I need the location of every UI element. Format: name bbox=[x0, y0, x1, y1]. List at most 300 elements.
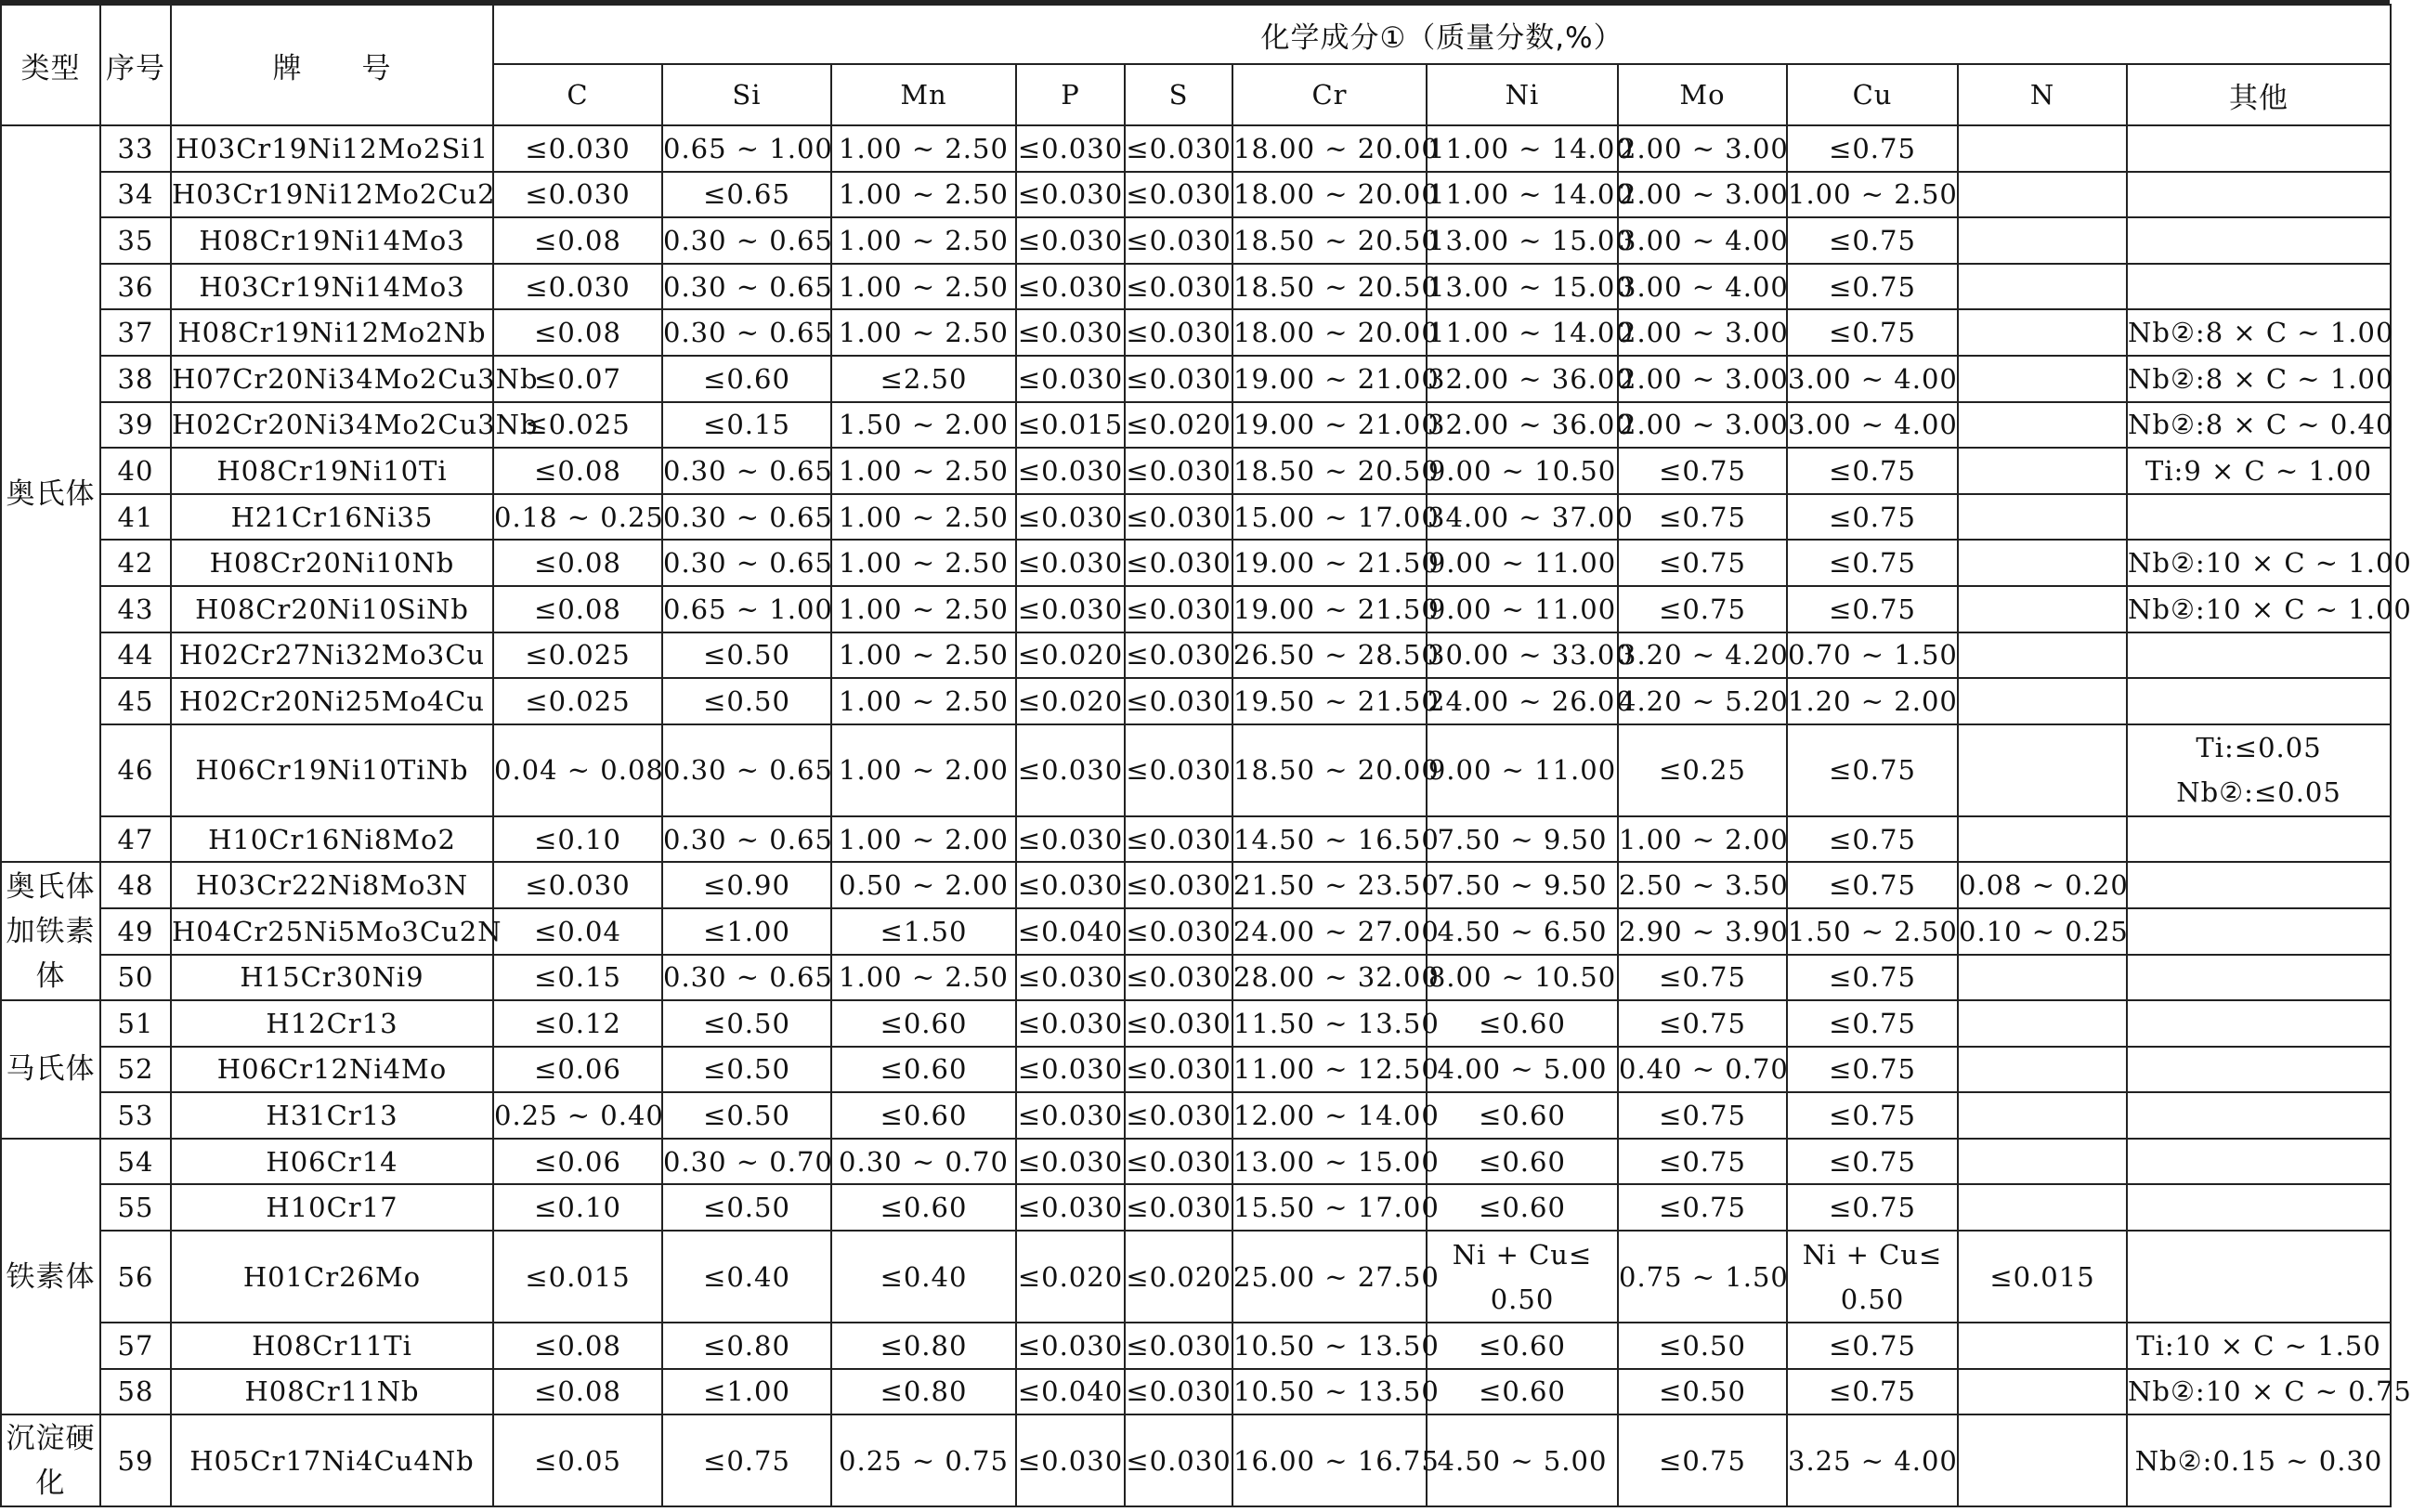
value-cell: 1.00 ~ 2.00 bbox=[831, 724, 1016, 816]
value-cell: 14.50 ~ 16.50 bbox=[1232, 816, 1427, 863]
value-cell bbox=[1958, 1414, 2127, 1506]
value-cell: 1.00 ~ 2.50 bbox=[831, 494, 1016, 541]
value-cell: 1.00 ~ 2.00 bbox=[1618, 816, 1787, 863]
value-cell: ≤0.80 bbox=[831, 1369, 1016, 1415]
value-cell: ≤0.030 bbox=[1016, 494, 1125, 541]
value-cell: 21.50 ~ 23.50 bbox=[1232, 862, 1427, 908]
value-cell: ≤0.75 bbox=[1787, 586, 1958, 632]
value-cell: 18.50 ~ 20.50 bbox=[1232, 448, 1427, 494]
value-cell: ≤0.08 bbox=[493, 309, 662, 356]
value-cell: ≤0.60 bbox=[1427, 1000, 1618, 1047]
grade-cell: H08Cr19Ni14Mo3 bbox=[171, 217, 493, 264]
grade-cell: H07Cr20Ni34Mo2Cu3Nb bbox=[171, 356, 493, 402]
value-cell bbox=[1958, 586, 2127, 632]
value-cell: ≤1.50 bbox=[831, 908, 1016, 955]
value-cell: ≤0.08 bbox=[493, 1369, 662, 1415]
table-row bbox=[1, 908, 2391, 955]
header-element: P bbox=[1016, 64, 1125, 125]
value-cell: 7.50 ~ 9.50 bbox=[1427, 862, 1618, 908]
grade-cell: H08Cr11Nb bbox=[171, 1369, 493, 1415]
value-cell: 0.08 ~ 0.20 bbox=[1958, 862, 2127, 908]
table-row bbox=[1, 1047, 2391, 1093]
value-cell: ≤0.015 bbox=[1958, 1231, 2127, 1323]
value-cell: 0.30 ~ 0.70 bbox=[662, 1139, 831, 1185]
seq-cell: 51 bbox=[100, 1000, 171, 1047]
value-cell bbox=[1958, 1047, 2127, 1093]
value-cell: ≤0.030 bbox=[1016, 586, 1125, 632]
value-cell: ≤0.030 bbox=[1125, 125, 1232, 172]
value-cell: ≤0.75 bbox=[1618, 1000, 1787, 1047]
value-cell: ≤0.60 bbox=[831, 1184, 1016, 1231]
value-cell bbox=[2127, 862, 2391, 908]
value-cell: 3.00 ~ 4.00 bbox=[1618, 264, 1787, 310]
value-cell: ≤0.50 bbox=[662, 632, 831, 679]
value-cell: 0.30 ~ 0.65 bbox=[662, 816, 831, 863]
value-cell: 3.20 ~ 4.20 bbox=[1618, 632, 1787, 679]
value-cell bbox=[1958, 955, 2127, 1001]
value-cell: ≤0.030 bbox=[1016, 1323, 1125, 1369]
value-cell: ≤0.030 bbox=[1016, 1414, 1125, 1506]
value-cell bbox=[2127, 1231, 2391, 1323]
value-cell: ≤1.00 bbox=[662, 908, 831, 955]
seq-cell: 45 bbox=[100, 678, 171, 724]
grade-cell: H08Cr11Ti bbox=[171, 1323, 493, 1369]
grade-cell: H06Cr19Ni10TiNb bbox=[171, 724, 493, 816]
value-cell: 2.00 ~ 3.00 bbox=[1618, 309, 1787, 356]
value-cell: Ti:10 × C ~ 1.50 bbox=[2127, 1323, 2391, 1369]
value-cell: 4.00 ~ 5.00 bbox=[1427, 1047, 1618, 1093]
grade-cell: H02Cr27Ni32Mo3Cu bbox=[171, 632, 493, 679]
value-cell: 19.50 ~ 21.50 bbox=[1232, 678, 1427, 724]
value-cell: ≤0.030 bbox=[1016, 1092, 1125, 1139]
header-grade: 牌 号 bbox=[171, 5, 493, 125]
value-cell: ≤0.60 bbox=[1427, 1139, 1618, 1185]
value-cell: ≤0.030 bbox=[1125, 217, 1232, 264]
value-cell: ≤0.030 bbox=[493, 172, 662, 218]
value-cell: 2.90 ~ 3.90 bbox=[1618, 908, 1787, 955]
value-cell: ≤0.75 bbox=[1787, 1139, 1958, 1185]
grade-cell: H03Cr19Ni12Mo2Cu2 bbox=[171, 172, 493, 218]
value-cell bbox=[1958, 172, 2127, 218]
value-cell: ≤0.030 bbox=[1016, 724, 1125, 816]
value-cell: 2.00 ~ 3.00 bbox=[1618, 172, 1787, 218]
value-cell: ≤0.75 bbox=[1618, 1184, 1787, 1231]
value-line: Ni + Cu≤ bbox=[1802, 1238, 1943, 1271]
value-cell: 9.00 ~ 11.00 bbox=[1427, 586, 1618, 632]
value-cell bbox=[1958, 1369, 2127, 1415]
seq-cell: 52 bbox=[100, 1047, 171, 1093]
value-cell: ≤0.60 bbox=[1427, 1369, 1618, 1415]
value-cell: ≤0.08 bbox=[493, 1323, 662, 1369]
table-row bbox=[1, 540, 2391, 586]
value-cell bbox=[2127, 908, 2391, 955]
grade-cell: H03Cr19Ni12Mo2Si1 bbox=[171, 125, 493, 172]
value-cell: ≤0.75 bbox=[1787, 217, 1958, 264]
value-cell bbox=[2127, 172, 2391, 218]
value-cell: 4.50 ~ 6.50 bbox=[1427, 908, 1618, 955]
value-cell: ≤0.10 bbox=[493, 1184, 662, 1231]
value-cell: 34.00 ~ 37.00 bbox=[1427, 494, 1618, 541]
grade-cell: H04Cr25Ni5Mo3Cu2N bbox=[171, 908, 493, 955]
value-cell: 3.00 ~ 4.00 bbox=[1787, 356, 1958, 402]
table-row bbox=[1, 448, 2391, 494]
seq-cell: 36 bbox=[100, 264, 171, 310]
value-cell: ≤0.030 bbox=[1016, 1000, 1125, 1047]
seq-cell: 56 bbox=[100, 1231, 171, 1323]
header-element: N bbox=[1958, 64, 2127, 125]
value-cell: ≤0.75 bbox=[1618, 1092, 1787, 1139]
category-cell: 奥氏体 bbox=[1, 125, 100, 862]
value-cell: Nb②:8 × C ~ 1.00 bbox=[2127, 356, 2391, 402]
value-cell: ≤0.030 bbox=[493, 862, 662, 908]
value-cell: 13.00 ~ 15.00 bbox=[1427, 217, 1618, 264]
value-cell: 1.00 ~ 2.50 bbox=[831, 678, 1016, 724]
grade-cell: H02Cr20Ni34Mo2Cu3Nb bbox=[171, 402, 493, 449]
value-cell bbox=[2127, 1139, 2391, 1185]
value-cell: ≤0.75 bbox=[1618, 955, 1787, 1001]
value-cell: 28.00 ~ 32.00 bbox=[1232, 955, 1427, 1001]
table-row bbox=[1, 1231, 2391, 1323]
value-cell: 15.00 ~ 17.00 bbox=[1232, 494, 1427, 541]
value-cell: ≤0.030 bbox=[1016, 125, 1125, 172]
table-row bbox=[1, 494, 2391, 541]
value-cell: 0.30 ~ 0.65 bbox=[662, 540, 831, 586]
value-cell: ≤0.75 bbox=[1787, 448, 1958, 494]
value-cell: ≤0.015 bbox=[1016, 402, 1125, 449]
value-cell bbox=[2127, 264, 2391, 310]
value-cell: 0.75 ~ 1.50 bbox=[1618, 1231, 1787, 1323]
table-row bbox=[1, 1369, 2391, 1415]
category-cell: 铁素体 bbox=[1, 1139, 100, 1414]
value-cell bbox=[2127, 1000, 2391, 1047]
table-row bbox=[1, 955, 2391, 1001]
seq-cell: 42 bbox=[100, 540, 171, 586]
value-cell: 1.00 ~ 2.00 bbox=[831, 816, 1016, 863]
value-cell: 24.00 ~ 27.00 bbox=[1232, 908, 1427, 955]
value-cell: 0.30 ~ 0.65 bbox=[662, 309, 831, 356]
value-cell bbox=[1958, 264, 2127, 310]
value-cell bbox=[1958, 494, 2127, 541]
value-cell: 24.00 ~ 26.00 bbox=[1427, 678, 1618, 724]
value-cell: ≤0.030 bbox=[1125, 1092, 1232, 1139]
value-cell: 0.30 ~ 0.70 bbox=[831, 1139, 1016, 1185]
value-cell: ≤0.030 bbox=[1125, 1414, 1232, 1506]
value-cell: ≤0.040 bbox=[1016, 1369, 1125, 1415]
value-line: 0.50 bbox=[1840, 1283, 1905, 1315]
table-row bbox=[1, 862, 2391, 908]
value-cell: ≤0.06 bbox=[493, 1139, 662, 1185]
value-cell: ≤0.030 bbox=[1125, 724, 1232, 816]
value-cell: 19.00 ~ 21.50 bbox=[1232, 540, 1427, 586]
grade-cell: H12Cr13 bbox=[171, 1000, 493, 1047]
grade-cell: H05Cr17Ni4Cu4Nb bbox=[171, 1414, 493, 1506]
value-cell: ≤0.030 bbox=[1125, 1184, 1232, 1231]
value-cell: ≤0.75 bbox=[662, 1414, 831, 1506]
grade-cell: H21Cr16Ni35 bbox=[171, 494, 493, 541]
value-cell: ≤0.05 bbox=[493, 1414, 662, 1506]
value-cell bbox=[2127, 678, 2391, 724]
value-cell: ≤0.06 bbox=[493, 1047, 662, 1093]
value-cell bbox=[1958, 1000, 2127, 1047]
value-cell: ≤0.60 bbox=[1427, 1184, 1618, 1231]
value-cell: ≤1.00 bbox=[662, 1369, 831, 1415]
value-cell bbox=[1958, 678, 2127, 724]
value-cell: 26.50 ~ 28.50 bbox=[1232, 632, 1427, 679]
value-cell: ≤0.80 bbox=[662, 1323, 831, 1369]
value-cell: 15.50 ~ 17.00 bbox=[1232, 1184, 1427, 1231]
value-cell: ≤0.030 bbox=[1125, 1323, 1232, 1369]
grade-cell: H15Cr30Ni9 bbox=[171, 955, 493, 1001]
value-cell: 18.50 ~ 20.50 bbox=[1232, 264, 1427, 310]
value-cell: 18.00 ~ 20.00 bbox=[1232, 309, 1427, 356]
seq-cell: 33 bbox=[100, 125, 171, 172]
value-cell: 0.10 ~ 0.25 bbox=[1958, 908, 2127, 955]
value-cell: 1.00 ~ 2.50 bbox=[831, 217, 1016, 264]
value-cell: ≤0.030 bbox=[1125, 1139, 1232, 1185]
seq-cell: 35 bbox=[100, 217, 171, 264]
value-cell: ≤0.75 bbox=[1618, 540, 1787, 586]
value-cell bbox=[1958, 540, 2127, 586]
grade-cell: H31Cr13 bbox=[171, 1092, 493, 1139]
value-cell: ≤0.75 bbox=[1618, 494, 1787, 541]
header-element: Mn bbox=[831, 64, 1016, 125]
value-cell bbox=[2127, 955, 2391, 1001]
value-cell bbox=[1958, 217, 2127, 264]
header-element: 其他 bbox=[2127, 64, 2391, 125]
seq-cell: 57 bbox=[100, 1323, 171, 1369]
value-cell: ≤0.030 bbox=[1016, 309, 1125, 356]
value-cell: ≤0.030 bbox=[1016, 356, 1125, 402]
value-cell: 1.00 ~ 2.50 bbox=[831, 172, 1016, 218]
value-cell: ≤0.50 bbox=[662, 1047, 831, 1093]
value-cell: 3.00 ~ 4.00 bbox=[1618, 217, 1787, 264]
value-cell: ≤0.25 bbox=[1618, 724, 1787, 816]
value-cell bbox=[1958, 724, 2127, 816]
table-row bbox=[1, 356, 2391, 402]
header-element: Cu bbox=[1787, 64, 1958, 125]
table-row bbox=[1, 1139, 2391, 1185]
value-cell: ≤0.50 bbox=[662, 1092, 831, 1139]
value-cell: ≤0.030 bbox=[1125, 816, 1232, 863]
value-cell: ≤0.07 bbox=[493, 356, 662, 402]
value-cell bbox=[1958, 1323, 2127, 1369]
value-cell: ≤0.025 bbox=[493, 632, 662, 679]
value-cell: ≤0.60 bbox=[1427, 1092, 1618, 1139]
value-cell: 11.00 ~ 14.00 bbox=[1427, 125, 1618, 172]
value-cell: ≤0.030 bbox=[1016, 1184, 1125, 1231]
value-cell: 13.00 ~ 15.00 bbox=[1427, 264, 1618, 310]
value-cell: ≤0.030 bbox=[1016, 955, 1125, 1001]
value-cell: ≤0.60 bbox=[662, 356, 831, 402]
value-cell: 0.50 ~ 2.00 bbox=[831, 862, 1016, 908]
grade-cell: H08Cr19Ni10Ti bbox=[171, 448, 493, 494]
value-cell-multiline bbox=[1427, 1231, 1618, 1323]
value-cell bbox=[1958, 356, 2127, 402]
value-cell: 1.00 ~ 2.50 bbox=[831, 540, 1016, 586]
value-cell: 9.00 ~ 11.00 bbox=[1427, 540, 1618, 586]
value-cell: ≤0.040 bbox=[1016, 908, 1125, 955]
value-cell: ≤0.65 bbox=[662, 172, 831, 218]
seq-cell: 48 bbox=[100, 862, 171, 908]
grade-cell: H08Cr20Ni10Nb bbox=[171, 540, 493, 586]
value-cell: ≤0.75 bbox=[1787, 1047, 1958, 1093]
value-cell: 1.00 ~ 2.50 bbox=[831, 264, 1016, 310]
value-cell: ≤0.030 bbox=[1016, 1047, 1125, 1093]
header-element: Cr bbox=[1232, 64, 1427, 125]
table-row bbox=[1, 1323, 2391, 1369]
value-cell: ≤0.030 bbox=[1125, 908, 1232, 955]
header-element: Si bbox=[662, 64, 831, 125]
value-cell: 1.00 ~ 2.50 bbox=[831, 309, 1016, 356]
value-cell: 1.20 ~ 2.00 bbox=[1787, 678, 1958, 724]
value-cell bbox=[2127, 816, 2391, 863]
value-cell: ≤0.15 bbox=[493, 955, 662, 1001]
grade-cell: H03Cr19Ni14Mo3 bbox=[171, 264, 493, 310]
value-cell-multiline bbox=[2127, 724, 2391, 816]
value-cell: ≤0.50 bbox=[1618, 1323, 1787, 1369]
value-cell: 0.25 ~ 0.75 bbox=[831, 1414, 1016, 1506]
seq-cell: 40 bbox=[100, 448, 171, 494]
value-cell: ≤0.75 bbox=[1787, 540, 1958, 586]
seq-cell: 39 bbox=[100, 402, 171, 449]
value-cell: 9.00 ~ 11.00 bbox=[1427, 724, 1618, 816]
value-cell: Nb②:0.15 ~ 0.30 bbox=[2127, 1414, 2391, 1506]
value-cell: 18.50 ~ 20.00 bbox=[1232, 724, 1427, 816]
value-cell: 19.00 ~ 21.00 bbox=[1232, 402, 1427, 449]
value-cell: ≤0.75 bbox=[1787, 816, 1958, 863]
value-cell: 19.00 ~ 21.00 bbox=[1232, 356, 1427, 402]
value-cell: 8.00 ~ 10.50 bbox=[1427, 955, 1618, 1001]
value-cell bbox=[2127, 125, 2391, 172]
value-cell: 1.00 ~ 2.50 bbox=[831, 586, 1016, 632]
value-cell: ≤0.030 bbox=[1125, 356, 1232, 402]
value-cell: ≤0.75 bbox=[1787, 955, 1958, 1001]
value-cell: ≤0.60 bbox=[831, 1092, 1016, 1139]
table-row bbox=[1, 402, 2391, 449]
value-cell: ≤0.90 bbox=[662, 862, 831, 908]
value-cell: ≤0.030 bbox=[1125, 172, 1232, 218]
value-cell: ≤0.50 bbox=[662, 678, 831, 724]
value-cell: ≤0.030 bbox=[1016, 816, 1125, 863]
value-cell: ≤0.75 bbox=[1787, 264, 1958, 310]
value-cell: ≤0.030 bbox=[493, 264, 662, 310]
seq-cell: 50 bbox=[100, 955, 171, 1001]
value-cell: ≤0.10 bbox=[493, 816, 662, 863]
value-cell: 3.00 ~ 4.00 bbox=[1787, 402, 1958, 449]
value-cell: ≤0.75 bbox=[1787, 1369, 1958, 1415]
value-cell: ≤0.030 bbox=[1125, 678, 1232, 724]
value-cell: 13.00 ~ 15.00 bbox=[1232, 1139, 1427, 1185]
table-row bbox=[1, 125, 2391, 172]
value-cell: 2.00 ~ 3.00 bbox=[1618, 125, 1787, 172]
value-cell: 18.00 ~ 20.00 bbox=[1232, 125, 1427, 172]
value-cell: ≤0.030 bbox=[1016, 264, 1125, 310]
value-cell bbox=[2127, 1047, 2391, 1093]
value-cell: ≤0.030 bbox=[1016, 1139, 1125, 1185]
value-cell: 0.65 ~ 1.00 bbox=[662, 586, 831, 632]
header-element: S bbox=[1125, 64, 1232, 125]
value-cell: 1.00 ~ 2.50 bbox=[1787, 172, 1958, 218]
seq-cell: 58 bbox=[100, 1369, 171, 1415]
value-cell bbox=[1958, 448, 2127, 494]
value-cell: 1.50 ~ 2.00 bbox=[831, 402, 1016, 449]
value-cell bbox=[1958, 402, 2127, 449]
value-cell: Nb②:10 × C ~ 1.00 bbox=[2127, 586, 2391, 632]
header-element: C bbox=[493, 64, 662, 125]
value-cell: 0.30 ~ 0.65 bbox=[662, 264, 831, 310]
grade-cell: H06Cr14 bbox=[171, 1139, 493, 1185]
seq-cell: 46 bbox=[100, 724, 171, 816]
value-cell: 2.50 ~ 3.50 bbox=[1618, 862, 1787, 908]
value-cell: ≤0.75 bbox=[1787, 1092, 1958, 1139]
value-cell: ≤0.75 bbox=[1787, 724, 1958, 816]
category-cell: 奥氏体加铁素体 bbox=[1, 862, 100, 1000]
value-cell: ≤0.60 bbox=[831, 1047, 1016, 1093]
value-cell: ≤0.75 bbox=[1787, 1323, 1958, 1369]
table-row bbox=[1, 1414, 2391, 1506]
header-element: Ni bbox=[1427, 64, 1618, 125]
value-cell: 7.50 ~ 9.50 bbox=[1427, 816, 1618, 863]
value-cell: ≤0.030 bbox=[1016, 862, 1125, 908]
value-cell bbox=[1958, 1184, 2127, 1231]
value-line: Nb②:≤0.05 bbox=[2176, 776, 2341, 809]
seq-cell: 37 bbox=[100, 309, 171, 356]
header-element: Mo bbox=[1618, 64, 1787, 125]
table-row bbox=[1, 1184, 2391, 1231]
value-cell: ≤0.030 bbox=[1125, 586, 1232, 632]
value-cell bbox=[2127, 217, 2391, 264]
value-cell: ≤0.030 bbox=[1125, 1369, 1232, 1415]
value-cell: 0.65 ~ 1.00 bbox=[662, 125, 831, 172]
value-cell: ≤0.025 bbox=[493, 678, 662, 724]
seq-cell: 47 bbox=[100, 816, 171, 863]
value-cell: ≤0.020 bbox=[1125, 402, 1232, 449]
value-cell: ≤0.50 bbox=[662, 1184, 831, 1231]
value-cell: 11.00 ~ 12.50 bbox=[1232, 1047, 1427, 1093]
value-line: Ni + Cu≤ bbox=[1452, 1238, 1593, 1271]
value-cell: ≤0.030 bbox=[1125, 862, 1232, 908]
value-cell: ≤0.08 bbox=[493, 448, 662, 494]
value-cell: 10.50 ~ 13.50 bbox=[1232, 1323, 1427, 1369]
value-cell: 4.50 ~ 5.00 bbox=[1427, 1414, 1618, 1506]
value-cell: ≤0.030 bbox=[1125, 1000, 1232, 1047]
value-cell: ≤0.75 bbox=[1618, 1414, 1787, 1506]
value-cell-multiline bbox=[1787, 1231, 1958, 1323]
value-cell: ≤0.08 bbox=[493, 217, 662, 264]
value-cell: 0.18 ~ 0.25 bbox=[493, 494, 662, 541]
value-cell: ≤0.75 bbox=[1787, 494, 1958, 541]
value-cell: ≤0.50 bbox=[1618, 1369, 1787, 1415]
value-cell: 0.30 ~ 0.65 bbox=[662, 724, 831, 816]
value-cell: ≤0.030 bbox=[1125, 264, 1232, 310]
value-cell: ≤0.030 bbox=[1016, 448, 1125, 494]
value-cell: ≤0.030 bbox=[1016, 540, 1125, 586]
value-cell: ≤0.50 bbox=[662, 1000, 831, 1047]
seq-cell: 49 bbox=[100, 908, 171, 955]
value-cell bbox=[2127, 632, 2391, 679]
value-cell: 11.50 ~ 13.50 bbox=[1232, 1000, 1427, 1047]
seq-cell: 41 bbox=[100, 494, 171, 541]
value-cell: ≤0.020 bbox=[1016, 632, 1125, 679]
grade-cell: H06Cr12Ni4Mo bbox=[171, 1047, 493, 1093]
value-cell: ≤2.50 bbox=[831, 356, 1016, 402]
value-cell: Nb②:8 × C ~ 1.00 bbox=[2127, 309, 2391, 356]
value-cell: 3.25 ~ 4.00 bbox=[1787, 1414, 1958, 1506]
value-cell: ≤0.75 bbox=[1787, 125, 1958, 172]
value-cell: ≤0.60 bbox=[1427, 1323, 1618, 1369]
value-cell: ≤0.40 bbox=[831, 1231, 1016, 1323]
table-row bbox=[1, 309, 2391, 356]
